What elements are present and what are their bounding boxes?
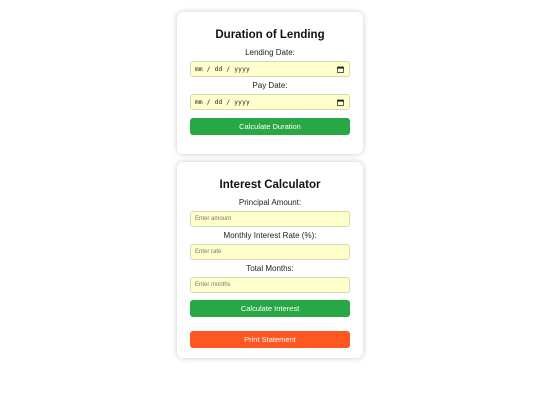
interest-calculator-title: Interest Calculator [219, 179, 321, 191]
interest-rate-label: Monthly Interest Rate (%): [223, 231, 317, 240]
pay-date-label: Pay Date: [252, 81, 288, 90]
principal-amount-input[interactable] [190, 211, 350, 227]
calendar-icon[interactable] [337, 99, 344, 106]
interest-calculator-card [177, 162, 363, 358]
interest-rate-input[interactable] [190, 244, 350, 260]
calculate-interest-button[interactable]: Calculate Interest [190, 300, 350, 317]
pay-date-value: mm / dd / yyyy [195, 98, 250, 106]
print-statement-button[interactable]: Print Statement [190, 331, 350, 348]
total-months-placeholder: Enter months [195, 282, 231, 288]
interest-rate-placeholder: Enter rate [195, 249, 222, 255]
lending-date-input[interactable] [190, 61, 350, 77]
calculate-duration-button[interactable]: Calculate Duration [190, 118, 350, 135]
lending-duration-card [177, 12, 363, 154]
principal-amount-label: Principal Amount: [238, 198, 302, 207]
calendar-icon[interactable] [337, 66, 344, 73]
pay-date-input[interactable] [190, 94, 350, 110]
lending-duration-title: Duration of Lending [215, 29, 325, 41]
lending-date-value: mm / dd / yyyy [195, 65, 250, 73]
lending-date-label: Lending Date: [245, 48, 295, 57]
total-months-input[interactable] [190, 277, 350, 293]
total-months-label: Total Months: [246, 264, 294, 273]
principal-amount-placeholder: Enter amount [195, 216, 232, 222]
